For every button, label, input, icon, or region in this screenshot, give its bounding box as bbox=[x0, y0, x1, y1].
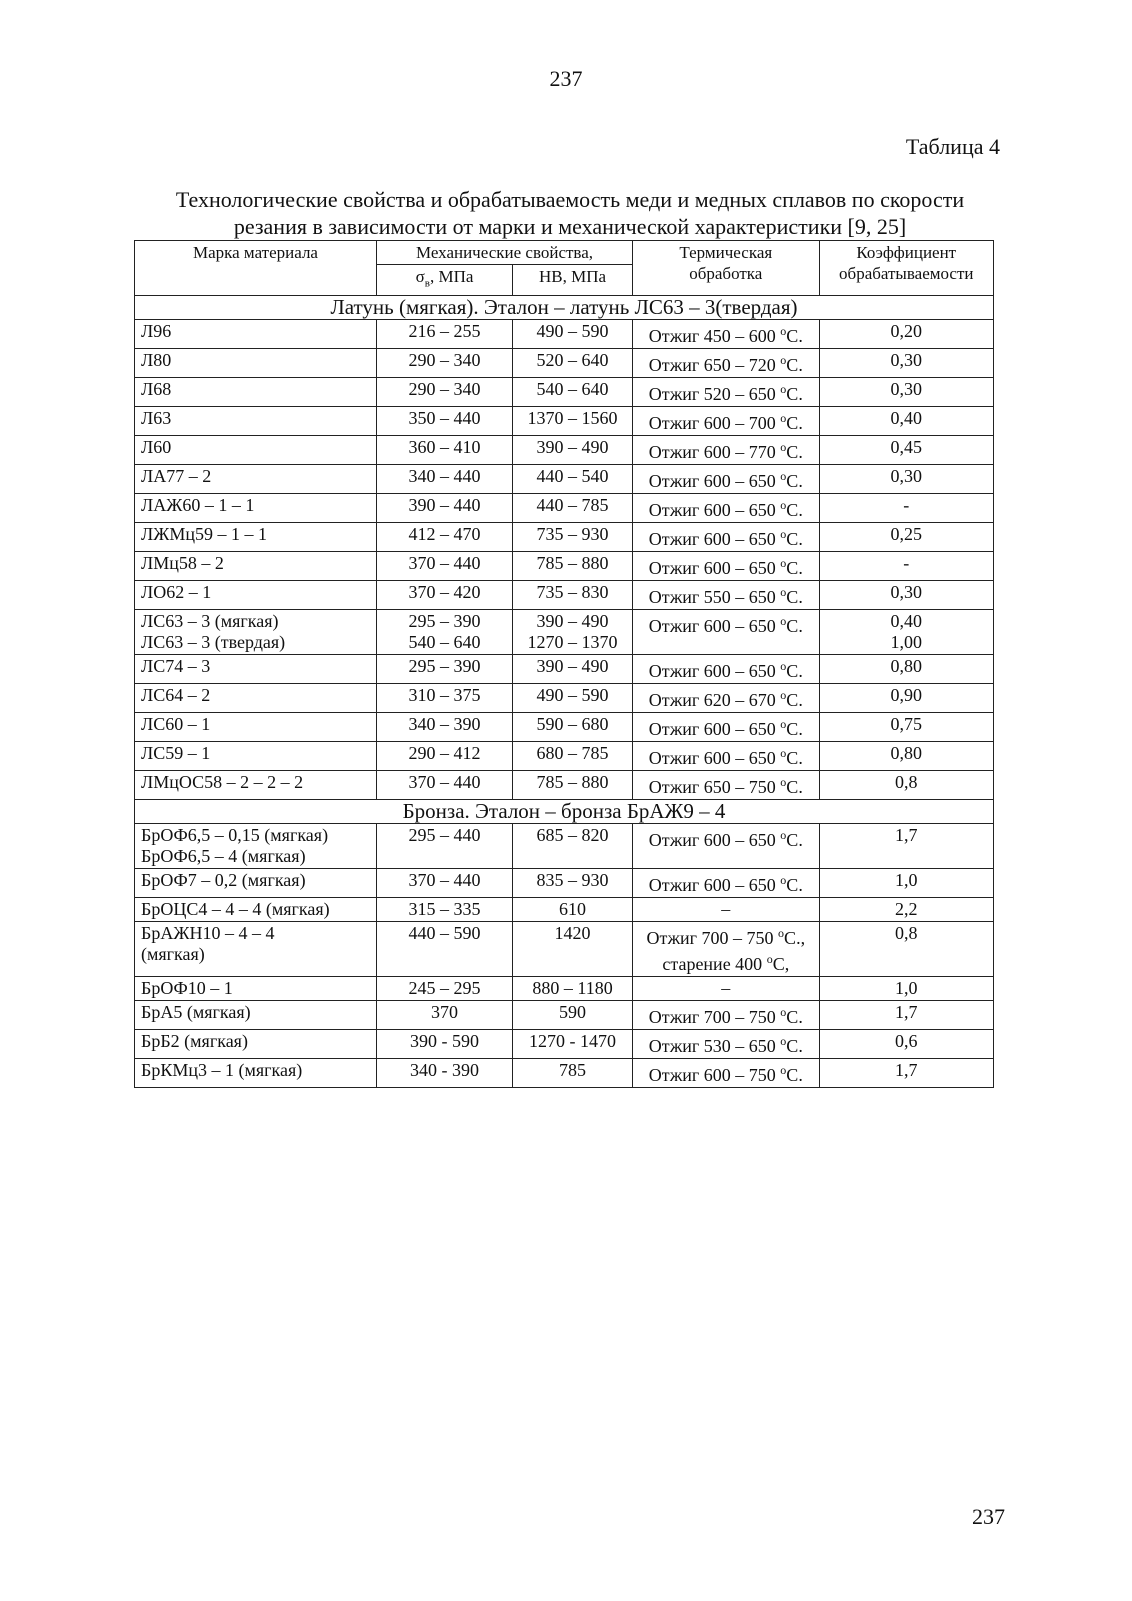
grade-cell bbox=[135, 320, 377, 349]
cell-line: БрА5 (мягкая) bbox=[141, 1002, 251, 1023]
cell-line: 245 – 295 bbox=[408, 978, 481, 999]
cell-line: Отжиг 600 – 650 $^о$С. bbox=[648, 469, 803, 492]
cell-line: 490 – 590 bbox=[536, 321, 609, 342]
cell-line: 2,2 bbox=[895, 899, 918, 920]
cell-line: Отжиг 450 – 600 $^о$С. bbox=[648, 324, 803, 347]
header-hb: НВ, МПа bbox=[513, 265, 633, 296]
grade-cell bbox=[135, 378, 377, 407]
cell-line: Отжиг 700 – 750 $^о$С. bbox=[648, 1005, 803, 1028]
heat-treatment-cell bbox=[633, 922, 820, 977]
sigma-cell bbox=[376, 684, 512, 713]
coefficient-cell bbox=[819, 922, 993, 977]
hb-cell bbox=[513, 407, 633, 436]
cell-line: 0,80 bbox=[890, 743, 923, 764]
hb-cell bbox=[513, 713, 633, 742]
heat-treatment-cell bbox=[633, 824, 820, 869]
sigma-cell bbox=[376, 320, 512, 349]
cell-line: 390 – 490 bbox=[536, 656, 609, 677]
grade-cell bbox=[135, 349, 377, 378]
grade-cell bbox=[135, 771, 377, 800]
grade-cell bbox=[135, 824, 377, 869]
cell-line: 315 – 335 bbox=[408, 899, 481, 920]
table-row bbox=[135, 713, 994, 742]
section-row bbox=[135, 296, 994, 320]
cell-line: БрАЖН10 – 4 – 4 bbox=[141, 923, 275, 944]
hb-cell bbox=[513, 684, 633, 713]
table-row bbox=[135, 1030, 994, 1059]
cell-line: Отжиг 550 – 650 $^о$С. bbox=[648, 585, 803, 608]
cell-line: 0,40 bbox=[890, 408, 923, 429]
heat-treatment-cell bbox=[633, 465, 820, 494]
hb-cell bbox=[513, 436, 633, 465]
sigma-cell bbox=[376, 922, 512, 977]
cell-line: Отжиг 650 – 750 $^о$С. bbox=[648, 775, 803, 798]
heat-treatment-cell bbox=[633, 1030, 820, 1059]
cell-line: БрОЦС4 – 4 – 4 (мягкая) bbox=[141, 899, 330, 920]
table-row bbox=[135, 742, 994, 771]
table-row bbox=[135, 771, 994, 800]
table-row bbox=[135, 465, 994, 494]
cell-line: 0,40 bbox=[890, 611, 923, 632]
coefficient-cell bbox=[819, 610, 993, 655]
cell-line: Отжиг 530 – 650 $^о$С. bbox=[648, 1034, 803, 1057]
hb-cell bbox=[513, 320, 633, 349]
hb-cell bbox=[513, 1001, 633, 1030]
cell-line: 290 – 340 bbox=[408, 379, 481, 400]
cell-line: ЛС64 – 2 bbox=[141, 685, 211, 706]
sigma-cell bbox=[376, 977, 512, 1001]
cell-line: (мягкая) bbox=[141, 944, 205, 965]
heat-treatment-cell bbox=[633, 869, 820, 898]
coefficient-cell bbox=[819, 684, 993, 713]
cell-line: Отжиг 600 – 650 $^о$С. bbox=[648, 659, 803, 682]
sigma-cell bbox=[376, 1059, 512, 1088]
grade-cell bbox=[135, 494, 377, 523]
header-coef-line: обрабатываемости bbox=[839, 264, 974, 283]
cell-line: Отжиг 600 – 650 $^о$С. bbox=[648, 873, 803, 896]
cell-line: 685 – 820 bbox=[536, 825, 609, 846]
hb-cell bbox=[513, 824, 633, 869]
cell-line: 1370 – 1560 bbox=[527, 408, 618, 429]
hb-cell bbox=[513, 378, 633, 407]
coefficient-cell bbox=[819, 407, 993, 436]
heat-treatment-cell bbox=[633, 771, 820, 800]
cell-line: 520 – 640 bbox=[536, 350, 609, 371]
cell-line: 340 – 390 bbox=[408, 714, 481, 735]
sigma-cell bbox=[376, 378, 512, 407]
header-coefficient bbox=[819, 241, 993, 296]
coefficient-cell bbox=[819, 742, 993, 771]
grade-cell bbox=[135, 523, 377, 552]
hb-cell bbox=[513, 581, 633, 610]
sigma-cell bbox=[376, 771, 512, 800]
table-row bbox=[135, 684, 994, 713]
cell-line: ЛЖМц59 – 1 – 1 bbox=[141, 524, 267, 545]
cell-line: 0,75 bbox=[890, 714, 923, 735]
table-row bbox=[135, 581, 994, 610]
coefficient-cell bbox=[819, 713, 993, 742]
cell-line: Л60 bbox=[141, 437, 172, 458]
sigma-cell bbox=[376, 552, 512, 581]
caption-line: Технологические свойства и обрабатываемость меди и медных сплавов по скорости bbox=[175, 187, 965, 212]
table-row bbox=[135, 1059, 994, 1088]
cell-line: Отжиг 520 – 650 $^о$С. bbox=[648, 382, 803, 405]
sigma-cell bbox=[376, 610, 512, 655]
cell-line: 440 – 540 bbox=[536, 466, 609, 487]
heat-treatment-cell bbox=[633, 713, 820, 742]
coefficient-cell bbox=[819, 523, 993, 552]
grade-cell bbox=[135, 1001, 377, 1030]
cell-line: Отжиг 600 – 750 $^о$С. bbox=[648, 1063, 803, 1086]
properties-table bbox=[134, 240, 994, 1088]
grade-cell bbox=[135, 898, 377, 922]
table-row bbox=[135, 898, 994, 922]
table-row bbox=[135, 824, 994, 869]
cell-line: БрКМц3 – 1 (мягкая) bbox=[141, 1060, 303, 1081]
cell-line: старение 400 $^о$С, bbox=[662, 952, 790, 975]
cell-line: 540 – 640 bbox=[536, 379, 609, 400]
grade-cell bbox=[135, 977, 377, 1001]
heat-treatment-cell bbox=[633, 436, 820, 465]
heat-treatment-cell bbox=[633, 977, 820, 1001]
hb-cell bbox=[513, 922, 633, 977]
heat-treatment-cell bbox=[633, 684, 820, 713]
table-row bbox=[135, 349, 994, 378]
hb-cell bbox=[513, 977, 633, 1001]
header-coef-line: Коэффициент bbox=[856, 243, 957, 262]
cell-line: 390 – 440 bbox=[408, 495, 481, 516]
hb-cell bbox=[513, 610, 633, 655]
grade-cell bbox=[135, 869, 377, 898]
cell-line: 540 – 640 bbox=[408, 632, 481, 653]
grade-cell bbox=[135, 742, 377, 771]
cell-line: ЛС63 – 3 (твердая) bbox=[141, 632, 286, 653]
heat-treatment-cell bbox=[633, 523, 820, 552]
cell-line: 0,30 bbox=[890, 466, 923, 487]
grade-cell bbox=[135, 552, 377, 581]
heat-treatment-cell bbox=[633, 655, 820, 684]
coefficient-cell bbox=[819, 1030, 993, 1059]
cell-line: 735 – 830 bbox=[536, 582, 609, 603]
grade-cell bbox=[135, 581, 377, 610]
table-row bbox=[135, 977, 994, 1001]
heat-treatment-cell bbox=[633, 407, 820, 436]
coefficient-cell bbox=[819, 655, 993, 684]
heat-treatment-cell bbox=[633, 898, 820, 922]
sigma-cell bbox=[376, 869, 512, 898]
hb-cell bbox=[513, 523, 633, 552]
heat-treatment-cell bbox=[633, 378, 820, 407]
cell-line: 0,45 bbox=[890, 437, 923, 458]
coefficient-cell bbox=[819, 436, 993, 465]
cell-line: 390 – 490 bbox=[536, 437, 609, 458]
sigma-cell bbox=[376, 523, 512, 552]
grade-cell bbox=[135, 713, 377, 742]
cell-line: ЛС59 – 1 bbox=[141, 743, 211, 764]
cell-line: Отжиг 600 – 770 $^о$С. bbox=[648, 440, 803, 463]
table-row bbox=[135, 610, 994, 655]
cell-line: Отжиг 600 – 650 $^о$С. bbox=[648, 527, 803, 550]
cell-line: Отжиг 600 – 650 $^о$С. bbox=[648, 746, 803, 769]
table-row bbox=[135, 436, 994, 465]
cell-line: – bbox=[721, 978, 731, 999]
cell-line: БрОФ6,5 – 4 (мягкая) bbox=[141, 846, 306, 867]
hb-cell bbox=[513, 869, 633, 898]
grade-cell bbox=[135, 1059, 377, 1088]
cell-line: 340 - 390 bbox=[410, 1060, 480, 1081]
cell-line: 680 – 785 bbox=[536, 743, 609, 764]
heat-treatment-cell bbox=[633, 494, 820, 523]
sigma-cell bbox=[376, 655, 512, 684]
cell-line: 590 bbox=[559, 1002, 587, 1023]
cell-line: Отжиг 600 – 700 $^о$С. bbox=[648, 411, 803, 434]
hb-cell bbox=[513, 349, 633, 378]
cell-line: ЛМцОС58 – 2 – 2 – 2 bbox=[141, 772, 304, 793]
cell-line: ЛМц58 – 2 bbox=[141, 553, 224, 574]
cell-line: 0,80 bbox=[890, 656, 923, 677]
cell-line: ЛАЖ60 – 1 – 1 bbox=[141, 495, 255, 516]
cell-line: Л68 bbox=[141, 379, 172, 400]
cell-line: ЛО62 – 1 bbox=[141, 582, 212, 603]
heat-treatment-cell bbox=[633, 320, 820, 349]
hb-cell bbox=[513, 1030, 633, 1059]
cell-line: 0,8 bbox=[895, 923, 918, 944]
cell-line: Л63 bbox=[141, 408, 172, 429]
sigma-cell bbox=[376, 407, 512, 436]
cell-line: 290 – 340 bbox=[408, 350, 481, 371]
sigma-cell bbox=[376, 1001, 512, 1030]
cell-line: 310 – 375 bbox=[408, 685, 481, 706]
header-heat-line: Термическая bbox=[679, 243, 773, 262]
coefficient-cell bbox=[819, 1059, 993, 1088]
table-row bbox=[135, 655, 994, 684]
table-row bbox=[135, 523, 994, 552]
cell-line: 370 – 420 bbox=[408, 582, 481, 603]
grade-cell bbox=[135, 465, 377, 494]
cell-line: Отжиг 620 – 670 $^о$С. bbox=[648, 688, 803, 711]
caption-line: резания в зависимости от марки и механической характеристики [9, 25] bbox=[233, 214, 907, 239]
cell-line: 1,7 bbox=[895, 1060, 918, 1081]
cell-line: 0,30 bbox=[890, 379, 923, 400]
cell-line: Отжиг 650 – 720 $^о$С. bbox=[648, 353, 803, 376]
header-grade: Марка материала bbox=[135, 241, 377, 296]
cell-line: 370 bbox=[431, 1002, 459, 1023]
cell-line: 785 – 880 bbox=[536, 553, 609, 574]
header-heat-line: обработка bbox=[689, 264, 763, 283]
coefficient-cell bbox=[819, 869, 993, 898]
cell-line: 1,7 bbox=[895, 1002, 918, 1023]
cell-line: 370 – 440 bbox=[408, 553, 481, 574]
cell-line: – bbox=[721, 899, 731, 920]
cell-line: 1270 – 1370 bbox=[527, 632, 618, 653]
sigma-cell bbox=[376, 898, 512, 922]
hb-cell bbox=[513, 1059, 633, 1088]
cell-line: 1,0 bbox=[895, 870, 918, 891]
cell-line: 1,0 bbox=[895, 978, 918, 999]
cell-line: 1,7 bbox=[895, 825, 918, 846]
cell-line: ЛС74 – 3 bbox=[141, 656, 211, 677]
section-title: Бронза. Эталон – бронза БрАЖ9 – 4 bbox=[135, 800, 994, 824]
cell-line: 390 – 490 bbox=[536, 611, 609, 632]
cell-line: 295 – 390 bbox=[408, 656, 481, 677]
coefficient-cell bbox=[819, 771, 993, 800]
sigma-cell bbox=[376, 349, 512, 378]
cell-line: - bbox=[903, 495, 910, 516]
table-body bbox=[135, 296, 994, 1088]
coefficient-cell bbox=[819, 824, 993, 869]
cell-line: БрБ2 (мягкая) bbox=[141, 1031, 248, 1052]
cell-line: - bbox=[903, 553, 910, 574]
cell-line: 340 – 440 bbox=[408, 466, 481, 487]
hb-cell bbox=[513, 742, 633, 771]
hb-cell bbox=[513, 655, 633, 684]
cell-line: 880 – 1180 bbox=[532, 978, 613, 999]
cell-line: 290 – 412 bbox=[408, 743, 481, 764]
cell-line: Отжиг 600 – 650 $^о$С. bbox=[648, 717, 803, 740]
cell-line: Л96 bbox=[141, 321, 172, 342]
sigma-cell bbox=[376, 1030, 512, 1059]
cell-line: 370 – 440 bbox=[408, 772, 481, 793]
grade-cell bbox=[135, 407, 377, 436]
sigma-cell bbox=[376, 494, 512, 523]
cell-line: ЛС63 – 3 (мягкая) bbox=[141, 611, 279, 632]
cell-line: 440 – 590 bbox=[408, 923, 481, 944]
cell-line: 360 – 410 bbox=[408, 437, 481, 458]
coefficient-cell bbox=[819, 494, 993, 523]
hb-cell bbox=[513, 494, 633, 523]
grade-cell bbox=[135, 436, 377, 465]
cell-line: 490 – 590 bbox=[536, 685, 609, 706]
heat-treatment-cell bbox=[633, 610, 820, 655]
table-row bbox=[135, 552, 994, 581]
page-number-top: 237 bbox=[549, 66, 583, 91]
cell-line: 295 – 390 bbox=[408, 611, 481, 632]
cell-line: 1420 bbox=[554, 923, 591, 944]
table-row bbox=[135, 407, 994, 436]
table-row bbox=[135, 1001, 994, 1030]
grade-cell bbox=[135, 1030, 377, 1059]
cell-line: 590 – 680 bbox=[536, 714, 609, 735]
section-row bbox=[135, 800, 994, 824]
sigma-cell bbox=[376, 742, 512, 771]
cell-line: 785 bbox=[559, 1060, 587, 1081]
heat-treatment-cell bbox=[633, 349, 820, 378]
coefficient-cell bbox=[819, 977, 993, 1001]
cell-line: 0,30 bbox=[890, 582, 923, 603]
table-label: Таблица 4 bbox=[905, 134, 1000, 159]
heat-treatment-cell bbox=[633, 581, 820, 610]
header-mechanical: Механические свойства, bbox=[376, 241, 632, 265]
cell-line: 412 – 470 bbox=[408, 524, 481, 545]
coefficient-cell bbox=[819, 320, 993, 349]
table-row bbox=[135, 494, 994, 523]
cell-line: 735 – 930 bbox=[536, 524, 609, 545]
header-sigma: $\sigma_в$, МПа bbox=[376, 265, 512, 296]
coefficient-cell bbox=[819, 378, 993, 407]
coefficient-cell bbox=[819, 898, 993, 922]
grade-cell bbox=[135, 655, 377, 684]
cell-line: 0,30 bbox=[890, 350, 923, 371]
cell-line: 610 bbox=[559, 899, 587, 920]
sigma-cell bbox=[376, 713, 512, 742]
sigma-cell bbox=[376, 581, 512, 610]
cell-line: 0,8 bbox=[895, 772, 918, 793]
heat-treatment-cell bbox=[633, 552, 820, 581]
cell-line: ЛС60 – 1 bbox=[141, 714, 211, 735]
table-row bbox=[135, 320, 994, 349]
cell-line: 350 – 440 bbox=[408, 408, 481, 429]
coefficient-cell bbox=[819, 465, 993, 494]
section-title: Латунь (мягкая). Эталон – латунь ЛС63 – 3(твердая) bbox=[135, 296, 994, 320]
cell-line: ЛА77 – 2 bbox=[141, 466, 212, 487]
cell-line: 1,00 bbox=[890, 632, 923, 653]
hb-cell bbox=[513, 552, 633, 581]
table-caption bbox=[135, 186, 1005, 240]
page-number-bottom: 237 bbox=[972, 1504, 1005, 1529]
cell-line: 0,20 bbox=[890, 321, 923, 342]
table-row bbox=[135, 869, 994, 898]
cell-line: Отжиг 600 – 650 $^о$С. bbox=[648, 828, 803, 851]
cell-line: 0,6 bbox=[895, 1031, 918, 1052]
hb-cell bbox=[513, 771, 633, 800]
sigma-cell bbox=[376, 436, 512, 465]
cell-line: Отжиг 600 – 650 $^о$С. bbox=[648, 614, 803, 637]
sigma-cell bbox=[376, 465, 512, 494]
cell-line: 785 – 880 bbox=[536, 772, 609, 793]
grade-cell bbox=[135, 610, 377, 655]
grade-cell bbox=[135, 922, 377, 977]
cell-line: Отжиг 700 – 750 $^о$С., bbox=[646, 926, 806, 949]
cell-line: 370 – 440 bbox=[408, 870, 481, 891]
heat-treatment-cell bbox=[633, 1059, 820, 1088]
cell-line: 1270 - 1470 bbox=[529, 1031, 617, 1052]
cell-line: БрОФ6,5 – 0,15 (мягкая) bbox=[141, 825, 329, 846]
cell-line: Отжиг 600 – 650 $^о$С. bbox=[648, 498, 803, 521]
grade-cell bbox=[135, 684, 377, 713]
cell-line: 835 – 930 bbox=[536, 870, 609, 891]
heat-treatment-cell bbox=[633, 1001, 820, 1030]
heat-treatment-cell bbox=[633, 742, 820, 771]
hb-cell bbox=[513, 898, 633, 922]
table-row bbox=[135, 922, 994, 977]
cell-line: 390 - 590 bbox=[410, 1031, 480, 1052]
coefficient-cell bbox=[819, 552, 993, 581]
sigma-cell bbox=[376, 824, 512, 869]
table-row bbox=[135, 378, 994, 407]
cell-line: 440 – 785 bbox=[536, 495, 609, 516]
cell-line: 216 – 255 bbox=[408, 321, 481, 342]
coefficient-cell bbox=[819, 349, 993, 378]
header-heat-treatment bbox=[633, 241, 820, 296]
cell-line: 0,25 bbox=[890, 524, 923, 545]
coefficient-cell bbox=[819, 581, 993, 610]
cell-line: Л80 bbox=[141, 350, 172, 371]
hb-cell bbox=[513, 465, 633, 494]
cell-line: 0,90 bbox=[890, 685, 923, 706]
cell-line: БрОФ7 – 0,2 (мягкая) bbox=[141, 870, 306, 891]
cell-line: 295 – 440 bbox=[408, 825, 481, 846]
coefficient-cell bbox=[819, 1001, 993, 1030]
cell-line: Отжиг 600 – 650 $^о$С. bbox=[648, 556, 803, 579]
cell-line: БрОФ10 – 1 bbox=[141, 978, 233, 999]
